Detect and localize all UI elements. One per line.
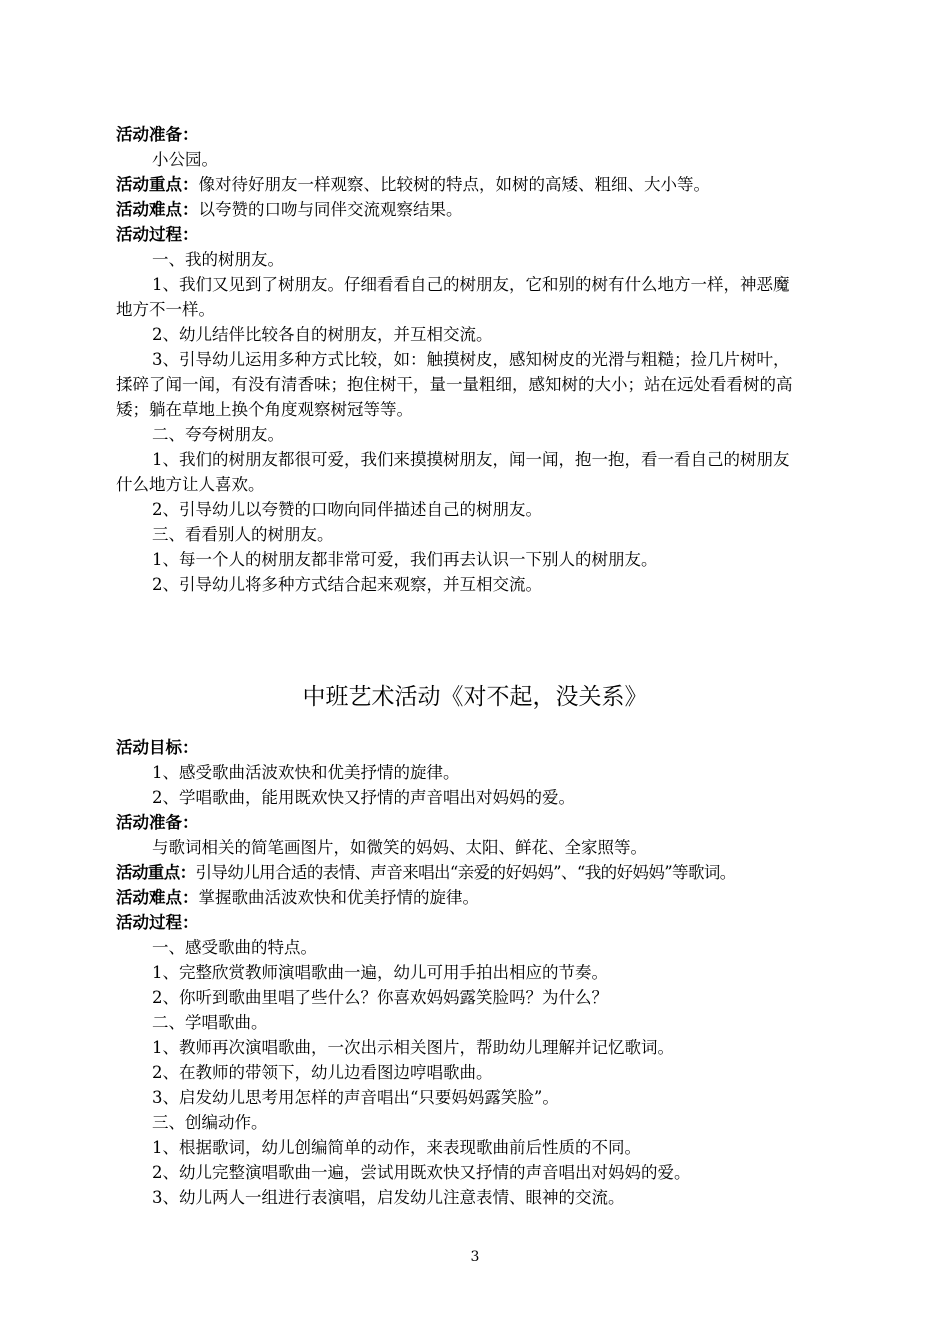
process-line: 2、你听到歌曲里唱了些什么？你喜欢妈妈露笑脸吗？为什么？ [152,988,608,1007]
activity-difficulty: 活动难点：以夸赞的口吻与同伴交流观察结果。 [116,200,463,219]
activity-prep-text: 与歌词相关的简笔画图片，如微笑的妈妈、太阳、鲜花、全家照等。 [152,838,647,857]
activity-prep-text: 小公园。 [152,150,218,169]
process-line: 1、我们的树朋友都很可爱，我们来摸摸树朋友，闻一闻，抱一抱，看一看自己的树朋友 [152,450,790,469]
activity-focus: 活动重点：引导幼儿用合适的表情、声音来唱出“亲爱的好妈妈”、“我的好妈妈”等歌词。 [116,863,736,882]
page-number: 3 [470,1249,480,1265]
process-line: 2、引导幼儿以夸赞的口吻向同伴描述自己的树朋友。 [152,500,542,519]
process-line: 三、看看别人的树朋友。 [152,525,334,544]
process-line: 一、感受歌曲的特点。 [152,938,317,957]
activity-prep-heading: 活动准备： [116,125,199,144]
process-line: 三、创编动作。 [152,1113,268,1132]
activity-difficulty: 活动难点：掌握歌曲活波欢快和优美抒情的旋律。 [116,888,479,907]
activity-process-heading: 活动过程： [116,225,199,244]
section-title: 中班艺术活动《对不起，没关系》 [302,684,648,710]
process-line: 揉碎了闻一闻，有没有清香味；抱住树干，量一量粗细，感知树的大小；站在远处看看树的高 [116,375,793,394]
process-line: 2、幼儿完整演唱歌曲一遍，尝试用既欢快又抒情的声音唱出对妈妈的爱。 [152,1163,691,1182]
goal-line: 1、感受歌曲活波欢快和优美抒情的旋律。 [152,763,460,782]
process-line: 1、根据歌词，幼儿创编简单的动作，来表现歌曲前后性质的不同。 [152,1138,641,1157]
activity-goal-heading: 活动目标： [116,738,199,757]
process-line: 1、我们又见到了树朋友。仔细看看自己的树朋友，它和别的树有什么地方一样，神恶魔 [152,275,790,294]
process-line: 3、幼儿两人一组进行表演唱，启发幼儿注意表情、眼神的交流。 [152,1188,625,1207]
process-line: 1、每一个人的树朋友都非常可爱，我们再去认识一下别人的树朋友。 [152,550,658,569]
goal-line: 2、学唱歌曲，能用既欢快又抒情的声音唱出对妈妈的爱。 [152,788,575,807]
process-line: 二、学唱歌曲。 [152,1013,268,1032]
process-line: 1、完整欣赏教师演唱歌曲一遍，幼儿可用手拍出相应的节奏。 [152,963,608,982]
activity-focus: 活动重点：像对待好朋友一样观察、比较树的特点，如树的高矮、粗细、大小等。 [116,175,710,194]
process-line: 二、夸夸树朋友。 [152,425,284,444]
process-line: 1、教师再次演唱歌曲，一次出示相关图片，帮助幼儿理解并记忆歌词。 [152,1038,674,1057]
process-line: 地方不一样。 [116,300,215,319]
process-line: 2、在教师的带领下，幼儿边看图边哼唱歌曲。 [152,1063,493,1082]
process-line: 矮；躺在草地上换个角度观察树冠等等。 [116,400,413,419]
process-line: 2、引导幼儿将多种方式结合起来观察，并互相交流。 [152,575,542,594]
process-line: 3、引导幼儿运用多种方式比较，如：触摸树皮，感知树皮的光滑与粗糙；捡几片树叶， [152,350,790,369]
process-line: 2、幼儿结伴比较各自的树朋友，并互相交流。 [152,325,493,344]
process-line: 一、我的树朋友。 [152,250,284,269]
process-line: 3、启发幼儿思考用怎样的声音唱出“只要妈妈露笑脸”。 [152,1088,559,1107]
activity-process-heading: 活动过程： [116,913,199,932]
activity-prep-heading: 活动准备： [116,813,199,832]
process-line: 什么地方让人喜欢。 [116,475,265,494]
